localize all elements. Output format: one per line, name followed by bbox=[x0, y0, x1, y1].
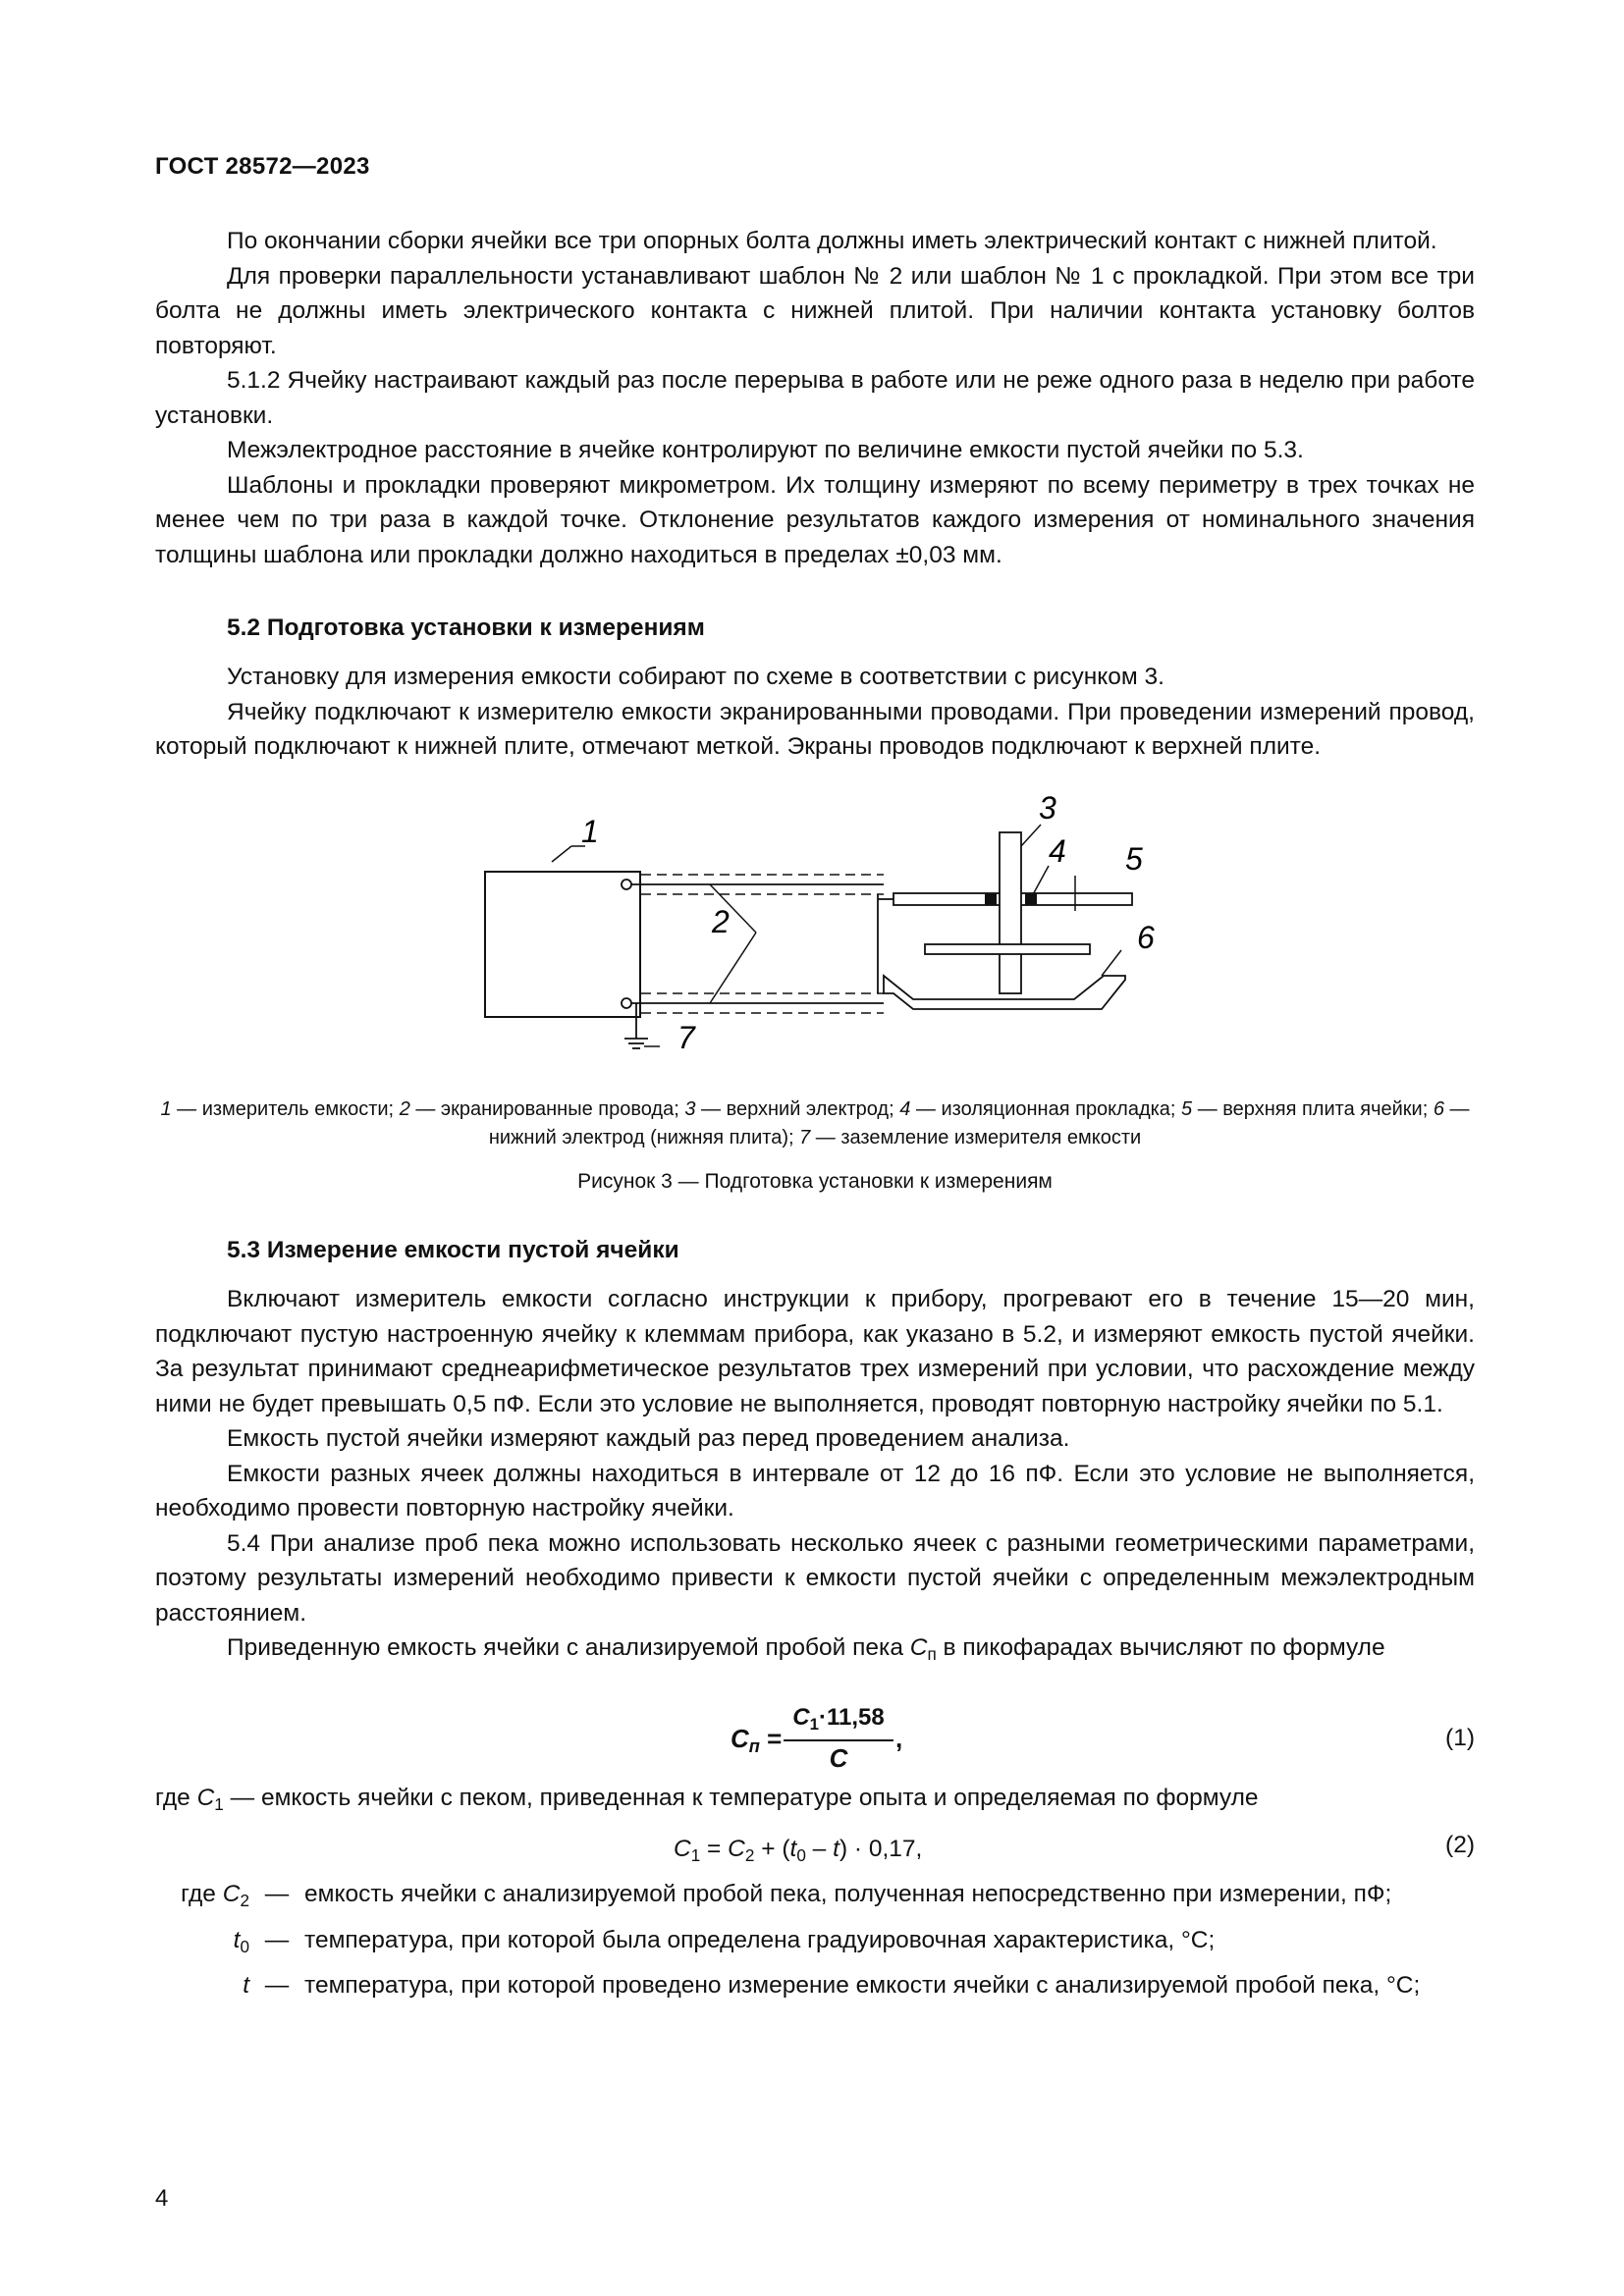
formula-lhs: $C_п$ = bbox=[731, 1724, 783, 1756]
paragraph: Ячейку подключают к измерителю емкости экранированными проводами. При проведении измерений провод, который подключают к нижней плите, отмечают меткой. Экраны проводов подключают к верхней плите. bbox=[155, 698, 1475, 760]
definition-item: где $C_2$ — емкость ячейки с анализируемой пробой пека, полученная непосредственно при измерении, пФ; bbox=[181, 1881, 1392, 1910]
legend-item: 3 — верхний электрод; bbox=[684, 1098, 900, 1120]
fraction-bar bbox=[784, 1739, 893, 1741]
paragraph: Межэлектродное расстояние в ячейке контролируют по величине емкости пустой ячейки по 5.3. bbox=[227, 437, 1304, 463]
figure-caption: Рисунок 3 — Подготовка установки к измерениям bbox=[577, 1170, 1053, 1193]
terminal-top bbox=[622, 880, 631, 889]
definitions-list bbox=[155, 1877, 1475, 2014]
paragraph: 5.1.2 Ячейку настраивают каждый раз после перерыва в работе или не реже одного раза в неделю при работе установки. bbox=[155, 367, 1475, 429]
document-header: ГОСТ 28572—2023 bbox=[155, 153, 370, 180]
capacitance-meter bbox=[485, 872, 640, 1017]
legend-item: 1 — измеритель емкости; bbox=[160, 1098, 400, 1120]
label-6: 6 bbox=[1137, 920, 1155, 955]
paragraph: Приведенную емкость ячейки с анализируемой пробой пека $C_п$ в пикофарадах вычисляют по формуле bbox=[227, 1634, 1385, 1664]
label-1: 1 bbox=[581, 814, 599, 849]
legend-item: 6 —нижний электрод (нижняя плита); bbox=[488, 1098, 1470, 1148]
legend-item: 5 — верхняя плита ячейки; bbox=[1181, 1098, 1434, 1120]
upper-electrode bbox=[1000, 832, 1021, 993]
section-5-3 bbox=[155, 1233, 1475, 1268]
label-2: 2 bbox=[712, 904, 730, 939]
equation-number-1: (1) bbox=[1445, 1725, 1475, 1751]
legend-item: 2 — экранированные провода; bbox=[399, 1098, 685, 1120]
paragraph: Для проверки параллельности устанавливают шаблон № 2 или шаблон № 1 с прокладкой. При этом все три болта не должны иметь электрического контакта с нижней плитой. При наличии контакта установку болтов повторяют. bbox=[155, 262, 1475, 359]
legend-item: 7 — заземление измерителя емкости bbox=[799, 1127, 1142, 1148]
formula-numerator: $C_1\cdot 11,58$ bbox=[792, 1704, 885, 1734]
top-text-block bbox=[155, 224, 1475, 572]
formula-1: $C_п$ = $C_1\cdot 11,58$ C , bbox=[731, 1704, 903, 1773]
section-5-2 bbox=[155, 611, 1475, 646]
legend-item: 4 — изоляционная прокладка; bbox=[899, 1098, 1182, 1120]
label-5: 5 bbox=[1125, 841, 1143, 877]
section-5-2-text bbox=[155, 660, 1475, 765]
paragraph: Шаблоны и прокладки проверяют микрометром. Их толщину измеряют по всему периметру в трех точках не менее чем по три раза в каждой точке. Отклонение результатов каждого измерения от номинального значения толщины шаблона или прокладки должно находиться в пределах ±0,03 мм. bbox=[155, 471, 1475, 568]
definition-item: $t_0$ — температура, при которой была определена градуировочная характеристика, °С; bbox=[233, 1926, 1216, 1956]
label-4: 4 bbox=[1049, 833, 1066, 869]
page-number: 4 bbox=[155, 2185, 169, 2212]
paragraph: Емкость пустой ячейки измеряют каждый раз перед проведением анализа. bbox=[227, 1425, 1070, 1452]
section-5-3-text bbox=[155, 1282, 1475, 1673]
definition-item: t — температура, при которой проведено измерение емкости ячейки с анализируемой пробой пека, °С; bbox=[243, 1972, 1421, 1999]
insulating-gasket bbox=[985, 893, 997, 905]
paragraph: Установку для измерения емкости собирают по схеме в соответствии с рисунком 3. bbox=[227, 664, 1164, 690]
where-c1: где $C_1$ — емкость ячейки с пеком, приведенная к температуре опыта и определяемая по формуле bbox=[155, 1785, 1259, 1814]
formula-2: $C_1 = C_2 + (t_0 - t) \cdot 0,17$, bbox=[674, 1836, 923, 1865]
figure-3-schematic bbox=[461, 785, 1168, 1070]
paragraph: По окончании сборки ячейки все три опорных болта должны иметь электрический контакт с нижней плитой. bbox=[227, 228, 1437, 254]
paragraph: Емкости разных ячеек должны находиться в интервале от 12 до 16 пФ. Если это условие не выполняется, необходимо провести повторную настройку ячейки. bbox=[155, 1460, 1475, 1522]
label-7: 7 bbox=[677, 1020, 695, 1055]
paragraph: Включают измеритель емкости согласно инструкции к прибору, прогревают его в течение 15—20 мин, подключают пустую настроенную ячейку к клеммам прибора, как указано в 5.2, и измеряют емкость пустой ячейки. За результат принимают среднеарифметическое результатов трех измерений при условии, что расхождение между ними не будет превышать 0,5 пФ. Если это условие не выполняется, проводят повторную настройку ячейки по 5.1. bbox=[155, 1286, 1475, 1417]
equation-number-2: (2) bbox=[1445, 1832, 1475, 1858]
paragraph: 5.4 При анализе проб пека можно использовать несколько ячеек с разными геометрическими параметрами, поэтому результаты измерений необходимо привести к емкости пустой ячейки с определенным межэлектродным расстоянием. bbox=[155, 1529, 1475, 1627]
section-heading: 5.3 Измерение емкости пустой ячейки bbox=[227, 1237, 679, 1263]
label-3: 3 bbox=[1039, 790, 1056, 826]
figure-legend bbox=[155, 1095, 1475, 1152]
formula-denominator: C bbox=[829, 1743, 848, 1773]
terminal-bottom bbox=[622, 998, 631, 1008]
section-heading: 5.2 Подготовка установки к измерениям bbox=[227, 614, 705, 641]
